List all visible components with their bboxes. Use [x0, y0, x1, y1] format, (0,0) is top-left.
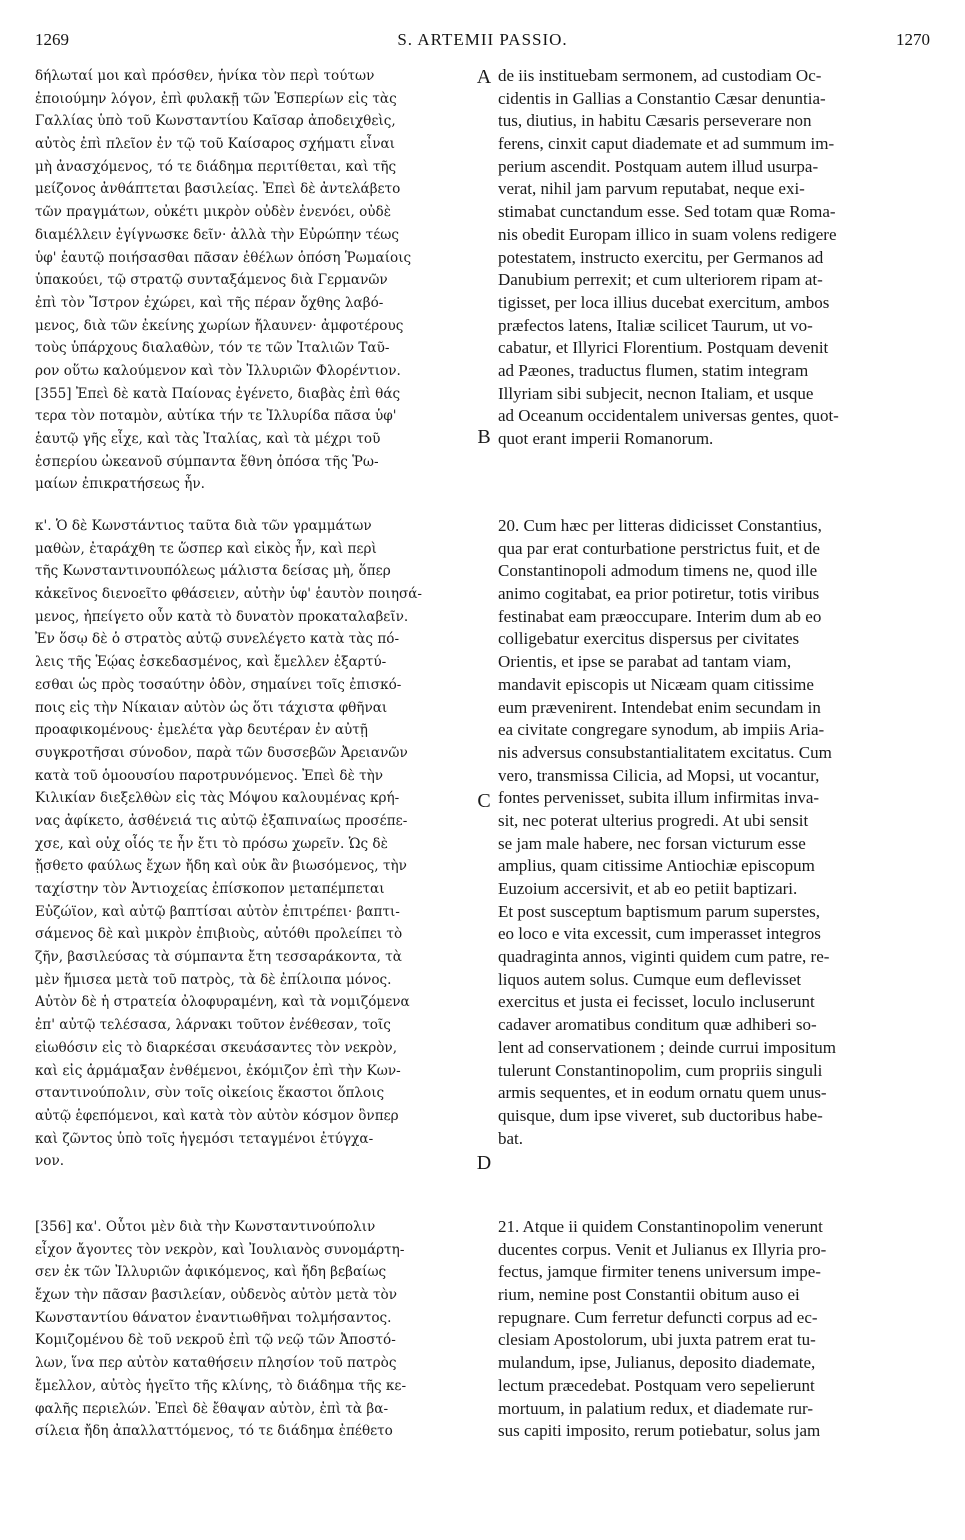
greek-text-line: σταντινούπολιν, σὺν τοῖς οἰκείοις ἕκαστοι ὅπλοις — [35, 1085, 385, 1102]
latin-text-line: rium, nemine post Constantii obitum auso ei — [498, 1285, 800, 1305]
greek-block-2 — [35, 515, 475, 1173]
greek-text-line: τῶν πραγμάτων, οὐκέτι μικρὸν οὐδὲν ἐνενόει, οὐδὲ — [35, 204, 392, 221]
greek-text-line: μὲν ἥμισεα μετὰ τοῦ πατρὸς, τὰ δὲ ἐπίλοιπα μόνος. — [35, 971, 392, 988]
greek-text-line: καὶ ζῶντος ὑπὸ τοῖς ἡγεμόσι τεταγμένοι ἐτύγχα- — [35, 1130, 374, 1147]
greek-text-line: προαφικομένους· ἐμελέτα γὰρ δευτέραν ἐν αὐτῇ — [35, 722, 368, 739]
greek-text-line: εἶχον ἄγοντες τὸν νεκρὸν, καὶ Ἰουλιανὸς συνομάρτη- — [35, 1241, 405, 1258]
latin-text-line: tus, diutius, in habitu Cæsaris perseverare non — [498, 111, 812, 131]
latin-text-line: ducentes corpus. Venit et Julianus ex Illyria pro- — [498, 1239, 827, 1259]
latin-text-line: Et post susceptum baptismum parum superstes, — [498, 901, 821, 921]
greek-text-line: τῆς Κωνσταντινουπόλεως μάλιστα δείσας μὴ, ὅπερ — [35, 563, 391, 580]
latin-text-line: armis sequentes, et in eodum ornatu quem unus- — [498, 1083, 827, 1103]
latin-text-line: quisque, dum ipse viveret, sub ductoribus habe- — [498, 1105, 823, 1125]
page-number-left: 1269 — [35, 30, 69, 49]
latin-text-line: bat. — [498, 1128, 524, 1148]
greek-text-line: ζῆν, βασιλεύσας τὰ σύμπαντα ἔτη τεσσαράκοντα, τὰ — [35, 949, 402, 966]
greek-text-line: μενος, διὰ τῶν ἐκείνης χωρίων ἤλαυνεν· ἀμφοτέρους — [35, 317, 404, 334]
latin-text-line: ferens, cinxit caput diademate et ad summum im- — [498, 134, 835, 154]
greek-text-line: σάμενος δὲ καὶ μικρὸν ἐπιβιοὺς, αὐτόθι προλείπει τὸ — [35, 926, 403, 943]
latin-text-line: eo loco e vita excessit, cum imperasset integros — [498, 924, 821, 944]
latin-block-1 — [498, 65, 930, 451]
greek-text-line: κἀκεῖνος διενοεῖτο φθάσειεν, αὐτὴν ὑφ' ἑαυτὸν ποιησά- — [35, 586, 423, 603]
greek-text-line: μαίων ἐπικρατήσεως ἦν. — [35, 476, 205, 493]
margin-letter-b: B — [477, 426, 491, 448]
latin-text-line: verat, nihil jam parvum reputabat, neque exi- — [498, 179, 805, 199]
latin-text-line: 20. Cum hæc per litteras didicisset Constantius, — [498, 516, 822, 535]
latin-text-line: 21. Atque ii quidem Constantinopolim venerunt — [498, 1217, 823, 1236]
latin-text-line: eum prævenirent. Intendebat enim secundam in — [498, 697, 821, 717]
latin-text-line: colligebatur exercitus dispersus per civitates — [498, 629, 800, 649]
greek-text-line: εσθαι ὡς πρὸς τοσαύτην ὁδὸν, σημαίνει τοῖς ἐπισκό- — [35, 676, 402, 693]
greek-text-line: λεις τῆς Ἑῴας ἐσκεδασμένος, καὶ ἔμελλεν ἐξαρτύ- — [35, 654, 387, 671]
greek-text-line: ἑαυτῷ γῆς εἶχε, καὶ τὰς Ἰταλίας, καὶ τὰ μέχρι τοῦ — [35, 431, 381, 447]
latin-text-line: fectus, jamque firmiter tenens universum impe- — [498, 1262, 821, 1282]
greek-text-line: δήλωταί μοι καὶ πρόσθεν, ἡνίκα τὸν περὶ τούτων — [35, 68, 375, 84]
greek-text-line: ἔχων τὴν πᾶσαν βασιλείαν, οὐδενὸς αὐτὸν μετὰ τὸν — [35, 1287, 397, 1304]
latin-text-line: ad Oceanum occidentalem universas gentes, quot- — [498, 406, 839, 426]
latin-text-line: Illyriam sibi subjecit, necnon Italiam, et usque — [498, 383, 814, 403]
latin-text-line: nis obedit Europam illico in suam volens redigere — [498, 224, 837, 244]
greek-text-line: λων, ἵνα περ αὐτὸν καταθήσειν πλησίον τοῦ πατρὸς — [35, 1355, 397, 1372]
greek-text-line: ἐποιούμην λόγον, ἐπὶ φυλακῇ τῶν Ἑσπερίων εἰς τὰς — [35, 90, 397, 107]
running-title: S. ARTEMII PASSIO. — [397, 30, 568, 49]
latin-text-line: potestatem, instructo exercitu, per Germanos ad — [498, 247, 824, 267]
margin-letter-a: A — [476, 66, 492, 88]
greek-text-line: διαμέλλειν ἐγίγνωσκε δεῖν· ἀλλὰ τὴν Εὐρώπην τέως — [35, 226, 399, 243]
latin-text-line: liquos autem solus. Cumque eum deflevisset — [498, 969, 802, 989]
greek-text-line: ἐπ' αὐτῷ τελέσασα, λάρνακι τοῦτον ἐνέθεσαν, τοῖς — [35, 1017, 391, 1034]
greek-text-line: [355] Ἐπεὶ δὲ κατὰ Παίονας ἐγένετο, διαβὰς ἐπὶ θάς — [35, 385, 401, 402]
greek-text-line: τερα τὸν ποταμὸν, αὐτίκα τήν τε Ἰλλυρίδα πᾶσα ὑφ' — [35, 408, 397, 425]
greek-text-line: μὴ ἀνασχόμενος, τό τε διάδημα περιτίθεται, καὶ τῆς — [35, 158, 397, 175]
latin-text-line: vero, transmissa Cilicia, ad Mopsi, ut vocantur, — [498, 765, 820, 785]
greek-text-line: ἔμελλον, αὐτὸς ἡγεῖτο τῆς κλίνης, τὸ διάδημα τῆς κε- — [35, 1377, 407, 1394]
greek-text-line: νον. — [35, 1153, 65, 1170]
greek-text-line: ἑσπερίου ὠκεανοῦ σύμπαντα ἔθνη ὁπόσα τῆς Ῥω- — [35, 453, 379, 470]
greek-text-line: ἐπὶ τὸν Ἴστρον ἐχώρει, καὶ τῆς πέραν ὄχθης λαβό- — [35, 294, 384, 311]
greek-text-line: νας ἀφίκετο, ἀσθένειά τις αὐτῷ ἐξαπιναίως προσέπε- — [35, 812, 408, 829]
latin-text-line: Constantinopoli admodum timens ne, quod ille — [498, 561, 818, 581]
margin-letter-c: C — [477, 790, 491, 812]
greek-text-line: τοὺς ὑπάρχους διαλαθὼν, τόν τε τῶν Ἰταλιῶν Ταῦ- — [35, 340, 390, 357]
greek-block-3 — [35, 1216, 475, 1443]
greek-text-line: σίλεια ἤδη ἀπαλλαττόμενος, τό τε διάδημα ἐπέθετο — [35, 1423, 393, 1440]
greek-text-line: Κομιζομένου δὲ τοῦ νεκροῦ ἐπὶ τῷ νεῷ τῶν Ἀποστό- — [35, 1332, 396, 1349]
latin-text-line: mandavit episcopis ut Nicæam quam citissime — [498, 674, 814, 694]
latin-text-line: tulerunt Constantinopolim, cum propriis singuli — [498, 1060, 823, 1080]
latin-text-line: perium ascendit. Postquam autem illud usurpa- — [498, 156, 819, 176]
greek-text-line: φαλῆς περιελών. Ἐπεὶ δὲ ἔθαψαν αὐτὸν, ἐπὶ τὰ βα- — [35, 1400, 389, 1417]
latin-text-line: præfectos latens, Italiæ scilicet Taurum, ut vo- — [498, 315, 813, 335]
greek-text-line: εἰωθόσιν εἰς τὸ διαρκέσαι σκευάσαντες τὸν νεκρὸν, — [35, 1039, 398, 1056]
greek-text-line: αὐτὸς ἐπὶ πλεῖον ἐν τῷ τοῦ Καίσαρος σχήματι εἶναι — [35, 136, 395, 153]
latin-text-line: repugnare. Cum ferretur defuncti corpus ad ec- — [498, 1307, 818, 1327]
greek-text-line: Ἐν ὅσῳ δὲ ὁ στρατὸς αὐτῷ συνελέγετο κατὰ τὰς πό- — [35, 631, 400, 648]
latin-text-line: nis adversus consubstantialitatem excitatus. Cum — [498, 742, 832, 762]
running-header — [35, 30, 930, 56]
greek-text-line: ὑπακούει, τῷ στρατῷ συνταξάμενος διὰ Γερμανῶν — [35, 272, 388, 289]
greek-block-1 — [35, 65, 475, 496]
latin-text-line: fontes pervenisset, subita illum infirmitas inva- — [498, 788, 820, 808]
greek-text-line: μενος, ἠπείγετο οὖν κατὰ τὸ δυνατὸν προκαταλαβεῖν. — [35, 608, 409, 625]
latin-text-line: cadaver aromatibus conditum quæ adhiberi so- — [498, 1015, 817, 1035]
latin-text-line: mortuum, in palatium redux, et diademate rur- — [498, 1398, 814, 1418]
latin-text-line: lent ad conservationem ; deinde currui impositum — [498, 1037, 837, 1057]
greek-text-line: ὑφ' ἑαυτῷ ποιήσασθαι πᾶσαν ἐθέλων ὁπόση Ῥωμαίοις — [35, 249, 412, 266]
greek-text-line: Κωνσταντίου θάνατον ἐναντιωθῆναι τολμήσαντος. — [35, 1309, 392, 1326]
greek-text-line: σεν ἐκ τῶν Ἰλλυριῶν ἀφικόμενος, καὶ ἤδη βεβαίως — [35, 1264, 387, 1281]
greek-text-line: αὐτῷ ἑφεπόμενοι, καὶ κατὰ τὸν αὐτὸν κόσμον ὃνπερ — [35, 1107, 399, 1124]
latin-text-line: ea civitate congregare synodum, ab impiis Aria- — [498, 720, 825, 740]
latin-text-line: cabatur, et Illyrici Florentium. Postquam devenit — [498, 338, 829, 358]
latin-text-line: amplius, quam citissime Antiochiæ episcopum — [498, 856, 815, 876]
latin-text-line: de iis instituebam sermonem, ad custodiam Oc- — [498, 66, 822, 85]
latin-text-line: Orientis, et ipse se parabat ad tantam viam, — [498, 652, 792, 672]
latin-text-line: lectum præcedebat. Postquam vero sepelierunt — [498, 1375, 815, 1395]
greek-text-line: κατὰ τοῦ ὁμοουσίου παροτρυνόμενος. Ἐπεὶ δὲ τὴν — [35, 767, 384, 784]
latin-text-line: tigisset, per loca illius ducebat exercitum, ambos — [498, 292, 830, 312]
page-number-right: 1270 — [896, 30, 930, 49]
latin-block-3 — [498, 1216, 930, 1443]
latin-text-line: quot erant imperii Romanorum. — [498, 429, 714, 448]
latin-text-line: Danubium perrexit; et cum ulteriorem ripam at- — [498, 270, 823, 290]
greek-text-line: Αὐτὸν δὲ ἡ στρατεία ὀλοφυραμένη, καὶ τὰ νομιζόμενα — [35, 994, 410, 1011]
greek-text-line: ρον οὕτω καλούμενον καὶ τὸν Ἰλλυριῶν Φλορέντιον. — [35, 362, 401, 379]
latin-text-line: exercitus et justa ei fecisset, loculo incluserunt — [498, 992, 815, 1012]
latin-text-line: sit, nec poterat ulterius progredi. At ubi sensit — [498, 810, 809, 830]
latin-text-line: qua par erat conturbatione perstrictus fuit, et de — [498, 538, 820, 558]
latin-text-line: sus capiti imposito, rerum potiebatur, solus jam — [498, 1421, 821, 1441]
latin-text-line: festinabat eam præoccupare. Interim dum ab eo — [498, 606, 822, 626]
latin-text-line: se jam male habere, nec forsan victurum esse — [498, 833, 806, 853]
greek-text-line: [356] κα'. Οὗτοι μὲν διὰ τὴν Κωνσταντινούπολιν — [35, 1219, 376, 1235]
greek-text-line: Γαλλίας ὑπὸ τοῦ Κωνσταντίου Καῖσαρ ἀποδειχθεὶς, — [35, 113, 396, 130]
latin-text-line: stimabat cunctandum esse. Sed totam quæ Roma- — [498, 202, 836, 222]
greek-text-line: καὶ εἰς ἁρμάμαξαν ἐνθέμενοι, ἐκόμιζον ἐπὶ τὴν Κων- — [35, 1062, 401, 1079]
latin-text-line: mulandum, ipse, Julianus, deposito diademate, — [498, 1353, 816, 1373]
greek-text-line: Κιλικίαν διεξελθὼν εἰς τὰς Μόψου καλουμένας κρή- — [35, 790, 400, 807]
latin-block-2 — [498, 515, 930, 1150]
greek-text-line: συγκροτῆσαι σύνοδον, παρὰ τῶν δυσσεβῶν Ἀρειανῶν — [35, 744, 408, 761]
greek-text-line: χσε, καὶ οὐχ οἷός τε ἦν ἔτι τὸ πρόσω χωρεῖν. Ὡς δὲ — [35, 835, 388, 852]
latin-text-line: ad Pæones, traductus flumen, statim integram — [498, 360, 809, 380]
margin-letter-d: D — [476, 1152, 492, 1174]
greek-text-line: ποις εἰς τὴν Νίκαιαν αὐτὸν ὡς ὅτι τάχιστα φθῆναι — [35, 699, 388, 716]
greek-text-line: ταχίστην τὸν Ἀντιοχείας ἐπίσκοπον μεταπέμπεται — [35, 881, 385, 897]
greek-text-line: μείζονος ἀνθάπτεται βασιλείας. Ἐπεὶ δὲ ἀντελάβετο — [35, 181, 401, 198]
latin-text-line: animo cogitabat, ea prior potiretur, totis viribus — [498, 584, 820, 604]
greek-text-line: ᾔσθετο φαύλως ἔχων ἤδη καὶ οὐκ ἂν βιωσόμενος, τὴν — [35, 858, 407, 875]
latin-text-line: cidentis in Gallias a Constantio Cæsar denuntia- — [498, 88, 826, 108]
latin-text-line: clesiam Apostolorum, ubi juxta patrem erat tu- — [498, 1330, 816, 1350]
greek-text-line: κ'. Ὁ δὲ Κωνστάντιος ταῦτα διὰ τῶν γραμμάτων — [35, 518, 372, 534]
greek-text-line: Εὐζώϊον, καὶ αὐτῷ βαπτίσαι αὐτὸν ἐπιτρέπει· βαπτι- — [35, 903, 400, 920]
latin-text-line: quadraginta annos, viginti quidem cum patre, re- — [498, 947, 830, 967]
latin-text-line: Euzoium accersivit, et ab eo petiit baptizari. — [498, 879, 798, 898]
greek-text-line: μαθὼν, ἐταράχθη τε ὥσπερ καὶ εἰκὸς ἦν, καὶ περὶ — [35, 540, 377, 557]
